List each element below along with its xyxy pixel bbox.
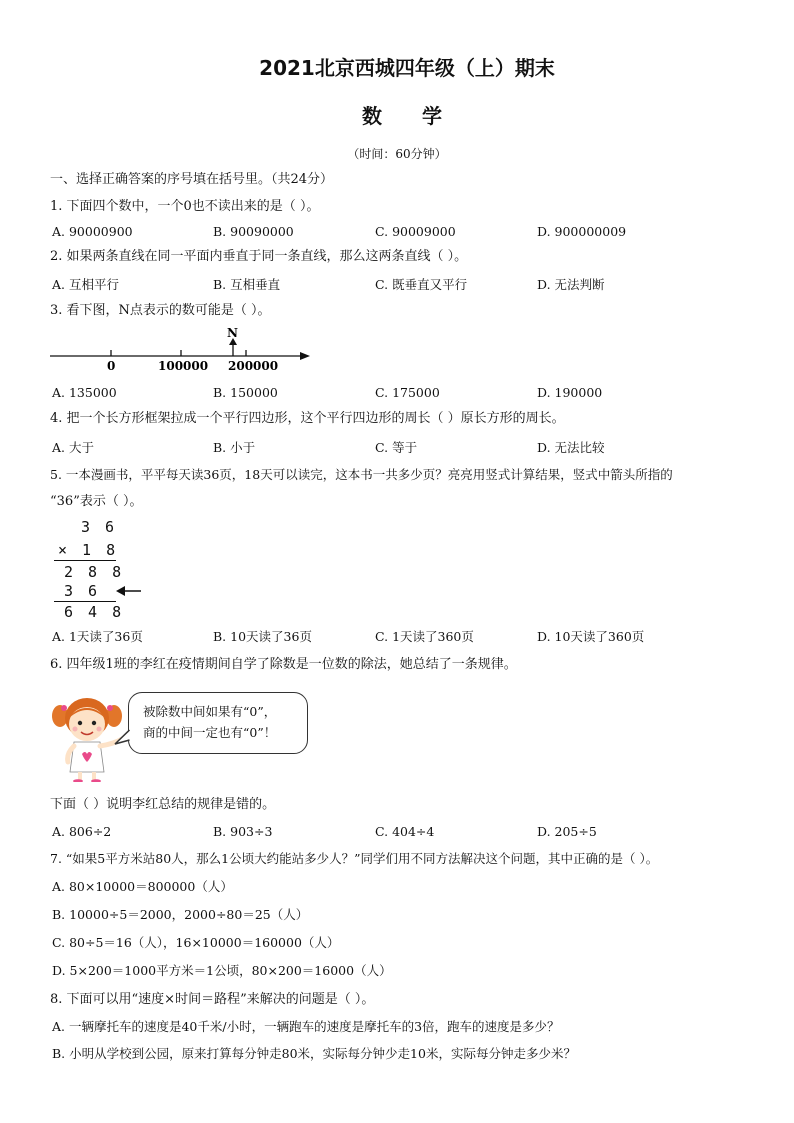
q8-option-a[interactable]: A. 一辆摩托车的速度是40千米/小时，一辆跑车的速度是摩托车的3倍，跑车的速度是多少？ xyxy=(52,1019,560,1034)
mult-row-1: 3 6 xyxy=(81,518,118,536)
q6-option-a[interactable]: A. 806÷2 xyxy=(52,824,112,839)
q1-option-b[interactable]: B. 90090000 xyxy=(213,224,294,239)
q2-option-c[interactable]: C. 既垂直又平行 xyxy=(375,277,468,292)
q6-option-c[interactable]: C. 404÷4 xyxy=(375,824,435,839)
bubble-line-1: 被除数中间如果有“0”， xyxy=(143,704,277,719)
subject-title: 数学 xyxy=(362,104,482,128)
mult-line-1 xyxy=(54,560,116,561)
question-4-stem: 4. 把一个长方形框架拉成一个平行四边形，这个平行四边形的周长（ ）原长方形的周长。 xyxy=(50,411,565,426)
q4-option-d[interactable]: D. 无法比较 xyxy=(537,440,605,455)
q4-option-a[interactable]: A. 大于 xyxy=(52,440,94,455)
q4-option-b[interactable]: B. 小于 xyxy=(213,440,256,455)
number-line-arrowhead xyxy=(300,352,310,360)
q6-option-b[interactable]: B. 903÷3 xyxy=(213,824,273,839)
page-title: 2021北京西城四年级（上）期末 xyxy=(259,56,555,80)
q5-option-c[interactable]: C. 1天读了360页 xyxy=(375,629,474,644)
question-1-stem: 1. 下面四个数中，一个0也不读出来的是（ ）。 xyxy=(50,199,320,214)
q4-option-c[interactable]: C. 等于 xyxy=(375,440,418,455)
q8-option-b[interactable]: B. 小明从学校到公园，原来打算每分钟走80米，实际每分钟少走10米，实际每分钟走多少米？ xyxy=(52,1046,576,1061)
q2-option-b[interactable]: B. 互相垂直 xyxy=(213,277,281,292)
q5-option-d[interactable]: D. 10天读了360页 xyxy=(537,629,645,644)
q5-option-a[interactable]: A. 1天读了36页 xyxy=(52,629,143,644)
mult-row-4: 3 6 xyxy=(64,582,101,600)
q3-option-b[interactable]: B. 150000 xyxy=(213,385,278,400)
tick-label-100000: 100000 xyxy=(158,359,209,373)
time-limit: （时间：60分钟） xyxy=(347,147,447,161)
mult-line-2 xyxy=(54,601,116,602)
tick-label-200000: 200000 xyxy=(228,359,279,373)
mult-row-2: × 1 8 xyxy=(58,541,119,559)
q2-option-d[interactable]: D. 无法判断 xyxy=(537,277,605,292)
q3-option-c[interactable]: C. 175000 xyxy=(375,385,440,400)
mult-row-5: 6 4 8 xyxy=(64,603,125,621)
speech-bubble-tail xyxy=(114,728,132,748)
q1-option-c[interactable]: C. 90009000 xyxy=(375,224,456,239)
tick-label-0: 0 xyxy=(107,359,116,373)
question-5-stem-line1: 5. 一本漫画书，平平每天读36页，18天可以读完，这本书一共多少页？亮亮用竖式计算结果，竖式中箭头所指的 xyxy=(50,467,673,482)
q7-option-c[interactable]: C. 80÷5＝16（人），16×10000＝160000（人） xyxy=(52,935,340,950)
left-arrow-icon xyxy=(116,585,142,597)
number-line-figure xyxy=(48,326,318,374)
question-8-stem: 8. 下面可以用“速度×时间＝路程”来解决的问题是（ ）。 xyxy=(50,992,375,1007)
q3-option-a[interactable]: A. 135000 xyxy=(52,385,117,400)
q3-option-d[interactable]: D. 190000 xyxy=(537,385,603,400)
point-n-label: N xyxy=(227,326,238,340)
q7-option-d[interactable]: D. 5×200＝1000平方米＝1公顷，80×200＝16000（人） xyxy=(52,963,392,978)
question-5-stem-line2: “36”表示（ ）。 xyxy=(50,494,143,509)
q7-option-a[interactable]: A. 80×10000＝800000（人） xyxy=(52,879,233,894)
q5-option-b[interactable]: B. 10天读了36页 xyxy=(213,629,312,644)
q6-option-d[interactable]: D. 205÷5 xyxy=(537,824,597,839)
speech-bubble xyxy=(128,692,308,754)
q2-option-a[interactable]: A. 互相平行 xyxy=(52,277,119,292)
question-6-stem: 6. 四年级1班的李红在疫情期间自学了除数是一位数的除法，她总结了一条规律。 xyxy=(50,657,517,672)
mult-row-3: 2 8 8 xyxy=(64,563,125,581)
question-3-stem: 3. 看下图，N点表示的数可能是（ ）。 xyxy=(50,303,271,318)
q1-option-a[interactable]: A. 90000900 xyxy=(52,224,133,239)
question-7-stem: 7. “如果5平方米站80人，那么1公顷大约能站多少人？”同学们用不同方法解决这个问题，其中正确的是（ ）。 xyxy=(50,851,659,866)
question-6-stem-2: 下面（ ）说明李红总结的规律是错的。 xyxy=(50,797,276,812)
section-heading: 一、选择正确答案的序号填在括号里。（共24分） xyxy=(50,172,334,187)
bubble-line-2: 商的中间一定也有“0”！ xyxy=(143,725,277,740)
q1-option-d[interactable]: D. 900000009 xyxy=(537,224,627,239)
q7-option-b[interactable]: B. 10000÷5＝2000，2000÷80＝25（人） xyxy=(52,907,309,922)
question-2-stem: 2. 如果两条直线在同一平面内垂直于同一条直线，那么这两条直线（ ）。 xyxy=(50,249,468,264)
